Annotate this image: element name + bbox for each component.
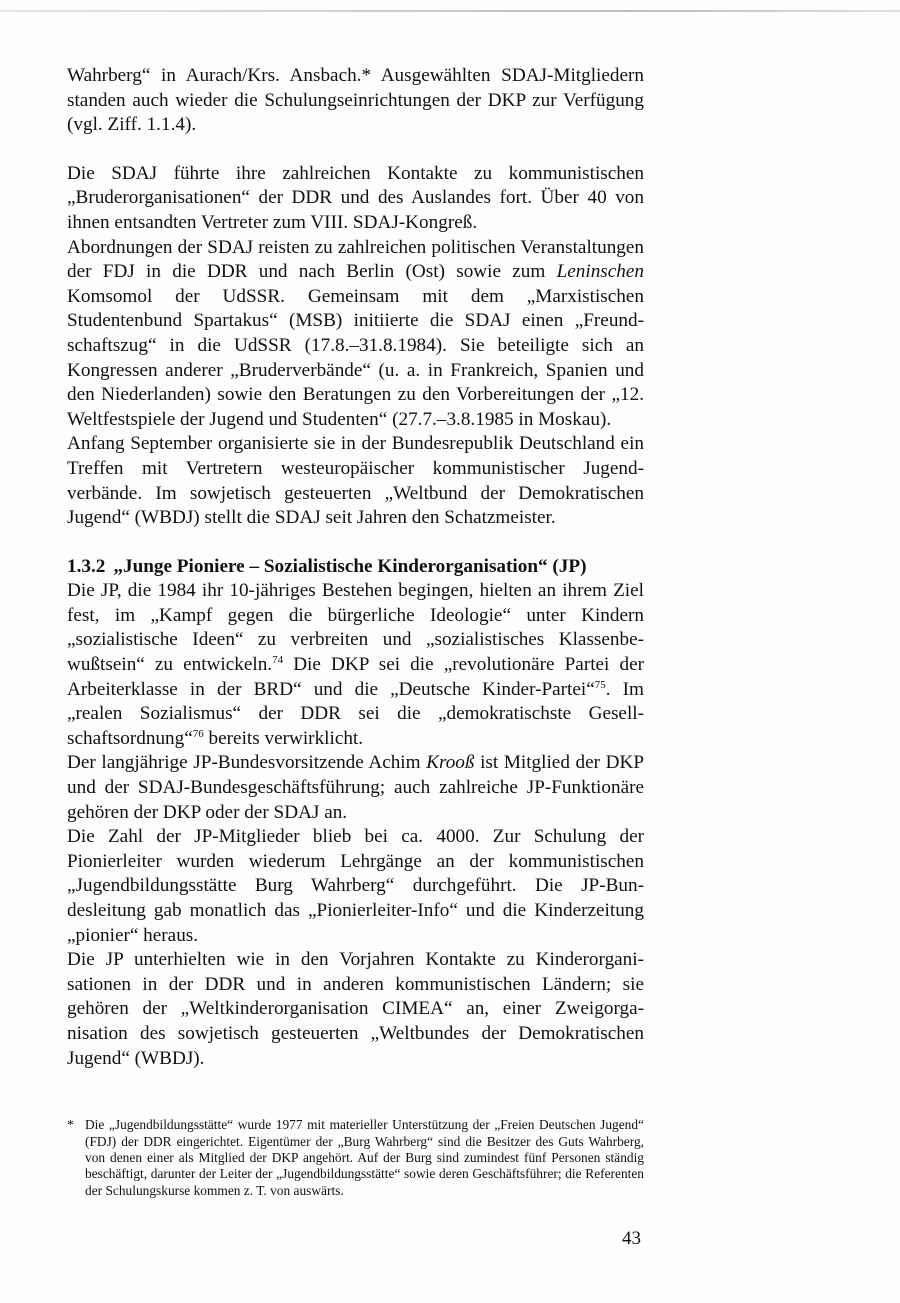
section-title: „Junge Pioniere – Sozialistische Kinderorganisation“ (JP) <box>113 555 587 577</box>
paragraph-jp-ziele <box>67 579 644 751</box>
scan-edge-line <box>0 10 900 12</box>
italic-name: Krooß <box>426 752 475 774</box>
page-body <box>67 64 644 1199</box>
section-heading <box>67 555 644 580</box>
footnote-ref: 76 <box>192 727 204 740</box>
footnote-ref: 75 <box>594 678 606 691</box>
text-segment: Die DKP sei die „revolutionäre Partei der Arbeiterklasse in der BRD“ und die „Deutsche Kinder-Partei“ <box>67 654 644 700</box>
text-segment: . Im „realen Sozialismus“ der DDR sei die „demokratischste Gesellschaftsordnung“ <box>67 678 644 749</box>
paragraph-treffen: Anfang September organisierte sie in der Bundesrepublik Deutschland ein Treffen mit Vertretern westeuropäischer kommunistischer Jugendverbände. Im sowjetisch gesteuerten „Weltbund der Demokratischen Jugend“ (WBDJ) stellt die SDAJ seit Jahren den Schatzmeister. <box>67 433 644 529</box>
text-segment: Komsomol der UdSSR. Gemeinsam mit dem „Marxistischen Studentenbund Spartakus“ (MSB) initiierte die SDAJ einen „Freundschaftszug“ in die UdSSR (17.8.–31.8.1984). Sie beteiligte sich an Kongressen anderer „Bruderverbände“ (u. a. in Frankreich, Spanien und den Niederlanden) sowie den Beratungen zu den Vorbereitungen der „12. Weltfestspiele der Jugend und Studenten“ (27.7.–3.8.1985 in Moskau). <box>67 285 644 430</box>
text-segment: Die JP, die 1984 ihr 10-jähriges Bestehen begingen, hielten an ihrem Ziel fest, im „Kampf gegen die bürgerliche Ideologie“ unter Kindern „sozialistische Ideen“ zu verbreiten und „sozialistisches Klassenbewußtsein“ zu entwickeln. <box>67 580 644 676</box>
text-segment: ist Mitglied der DKP und der SDAJ-Bundesgeschäftsführung; auch zahlreiche JP-Funktionäre gehören der DKP oder der SDAJ an. <box>67 752 644 823</box>
italic-term: Leninschen <box>556 261 644 283</box>
paragraph-jp-kontakte: Die JP unterhielten wie in den Vorjahren Kontakte zu Kinderorganisationen in der DDR und in anderen kommunistischen Ländern; sie gehören der „Weltkinderorganisation CIMEA“ an, einer Zweigorganisation des sowjetisch gesteuerten „Weltbundes der Demokratischen Jugend“ (WBDJ). <box>67 949 644 1069</box>
text-segment: Abordnungen der SDAJ reisten zu zahlreichen politischen Veranstaltungen der FDJ in die DDR und nach Berlin (Ost) sowie zum <box>67 236 644 283</box>
page-number: 43 <box>622 1228 641 1249</box>
footnote-text: Die „Jugendbildungsstätte“ wurde 1977 mit materieller Unterstützung der „Freien Deutschen Jugend“ (FDJ) der DDR eingerichtet. Eigentümer der „Burg Wahrberg“ sind die Besitzer des Guts Wahrberg, von denen einer als Mitglied der DKP angehört. Auf der Burg sind zumindest fünf Personen ständig beschäftigt, darunter der Leiter der „Jugendbildungsstätte“ sowie deren Geschäftsführer; die Referenten der Schulungskurse kommen z. T. von auswärts. <box>85 1117 644 1198</box>
paragraph-continuation: Wahrberg“ in Aurach/Krs. Ansbach.* Ausgewählten SDAJ-Mitgliedern standen auch wieder die Schulungseinrichtungen der DKP zur Verfügung (vgl. Ziff. 1.1.4). <box>67 65 644 136</box>
footnote-mark: * <box>67 1117 74 1133</box>
paragraph-bruderorganisationen: Die SDAJ führte ihre zahlreichen Kontakte zu kommunistischen „Bruderorganisationen“ der DDR und des Auslandes fort. Über 40 von ihnen entsandten Vertreter zum VIII. SDAJ-Kongreß. <box>67 162 644 233</box>
footnote <box>67 1117 644 1199</box>
paragraph-abordnungen <box>67 236 644 433</box>
footnote-ref: 74 <box>272 654 284 667</box>
section-number: 1.3.2 <box>67 555 106 577</box>
paragraph-jp-mitglieder: Die Zahl der JP-Mitglieder blieb bei ca. 4000. Zur Schulung der Pionierleiter wurden wiederum Lehrgänge an der kommunistischen „Jugendbildungsstätte Burg Wahrberg“ durchgeführt. Die JP-Bundesleitung gab monatlich das „Pionierleiter-Info“ und die Kinderzeitung „pionier“ heraus. <box>67 826 644 946</box>
text-segment: bereits verwirklicht. <box>203 727 364 749</box>
paragraph-jp-vorsitzender <box>67 751 644 825</box>
text-segment: Der langjährige JP-Bundesvorsitzende Achim <box>67 752 427 774</box>
section-jp <box>67 555 644 1071</box>
